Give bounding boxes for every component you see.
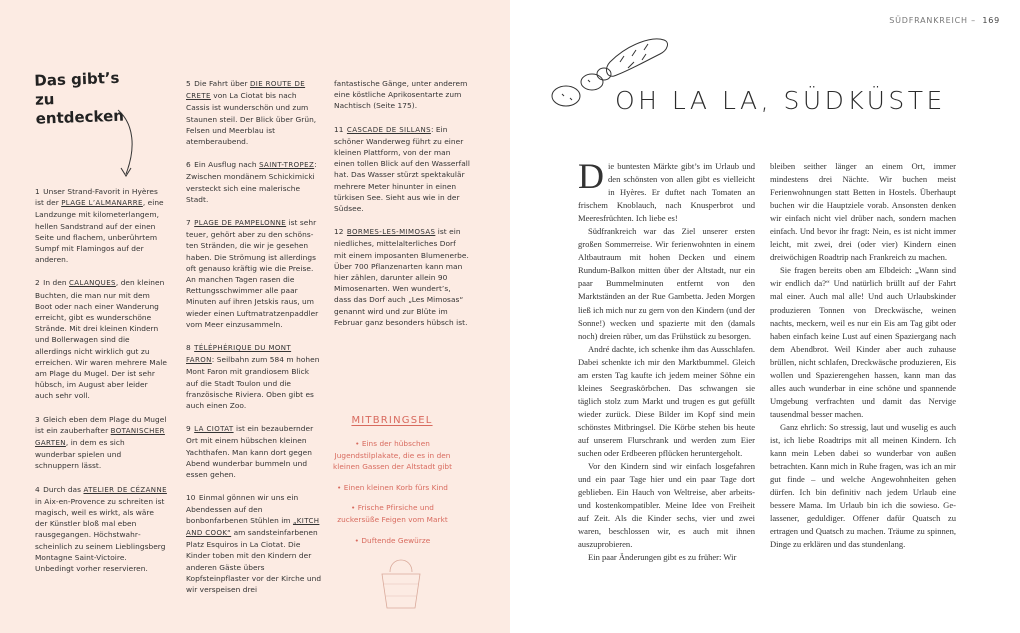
separator: – xyxy=(971,16,976,25)
tip-number: 9 xyxy=(186,424,191,434)
tip-entry xyxy=(186,423,322,480)
story-paragraph xyxy=(578,343,755,460)
tip-keyword: TÉLÉPHÉRIQUE DU MONT FARON xyxy=(186,344,292,365)
discover-heading: Das gibt’s zu entdecken xyxy=(34,68,125,128)
tip-keyword: ATELIER DE CÉZANNE xyxy=(83,485,167,494)
tip-number: 2 xyxy=(35,278,40,288)
tip-entry xyxy=(35,414,167,472)
tip-keyword: SAINT-TROPEZ xyxy=(259,161,315,170)
mitbringsel-item xyxy=(330,482,455,494)
tip-number: 6 xyxy=(186,160,191,170)
tip-text: Unser Strand-Favorit in Hyères ist der xyxy=(35,187,158,208)
basket-illustration xyxy=(376,552,426,612)
tip-entry xyxy=(186,342,322,411)
story-paragraph xyxy=(578,225,755,342)
mitbringsel-item-text: Frische Pfirsiche und zuckersüße Feigen vom Markt xyxy=(337,503,448,524)
story-text: Ganz ehrlich: So stressig, laut und wuselig es auch ist, ich liebe Roadtrips mit all meinen Kindern. Ich kann mein Leben dabei so wunderbar von außen betrachten. Kann mich in Ruhe fragen, was ich an mir gut finde – und welche Angewohnheiten gehen dürfen. Ich bin definitiv nach jedem Urlaub eine bessere Mama. Im Urlaub bin ich die sowieso. Gelassener, geduldiger. Offener dafür Quatsch zu ertragen und Quatsch zu machen. Träume zu spinnen, Dinge zu erklären und das stundenlang. xyxy=(770,421,956,550)
tip-text: Gleich eben dem Plage du Mugel ist ein zauberhafter xyxy=(35,414,167,435)
mitbringsel-item-text: Einen kleinen Korb fürs Kind xyxy=(343,482,448,492)
tip-text: , den kleinen Buchten, die man nur mit dem Boot oder nach einer Wanderung erreicht, gibt es wunderschöne Strände. Mit drei kleinen Kindern und Bollerwagen sind die allerdings nicht wirklich gut zu erreichen. Wir waren mehrere Male am Plage du Mugel. Der ist sehr hübsch, im August aber leider auch sehr voll. xyxy=(35,278,168,401)
arrow-icon xyxy=(112,108,142,184)
tip-text: ist ein niedliches, mittelalterliches Dorf mit einem imposanten Blumenerbe. Über 700 Pflanzenarten kann man hier zählen, darunter allein 90 Mimosenarten. Wen wundert’s, dass das Dorf auch „Les Mimosas“ genannt wird und zur Blüte im Februar ganz besonders hübsch ist. xyxy=(334,227,469,327)
column-1 xyxy=(35,186,167,586)
story-text: André dachte, ich schenke ihm das Ausschlafen. Dabei schenkte ich mir den Marktbummel. Gleich am ersten Tag kaufte ich jedem meiner Söhne ein kleines Seegraskörbchen. Das schwangen sie täglich stolz zum Markt und trugen es gut gefüllt wieder zurück. Diese Bilder im Kopf sind mein schönstes Mitbringsel. Die Körbe stehen bis heute auf unserem Flurschrank und werden zum Eier suchen oder Erdbeeren pflücken heruntergeholt. xyxy=(578,343,755,459)
story-text: ie buntesten Märkte gibt’s im Urlaub und den schönsten von allen gibt es vielleicht in Hyères. Er duftet nach Tomaten an frischem Knoblauch, nach Knusperbrot und Meeresfrüchten. Ich liebe es! xyxy=(578,161,755,224)
bullet-icon: • xyxy=(354,535,362,545)
bullet-icon: • xyxy=(337,482,344,492)
tip-number: 12 xyxy=(334,227,344,237)
mitbringsel-heading: MITBRINGSEL xyxy=(351,415,433,426)
mitbringsel-item xyxy=(330,438,455,473)
tip-text: In den xyxy=(43,278,67,288)
page-number: 169 xyxy=(982,16,1000,25)
story-text: Sie fragen bereits oben am Elbdeich: „Wann sind wir endlich da?“ Und natürlich brüllt auf der Fahrt mal einer. Auch mal alle! Und auch Urlaubskinder produzieren Tonnen von Dreckwäsche, weinen nachts, meckern, weil es nur ein Eis am Tag gibt oder haben einfach keine Lust auf einen Spaziergang nach dem Abendbrot. Weil Kinder aber auch zuhause brüllen, nicht schlafen, Dreckwäsche produzieren, Eis wollen und Spazierengehen hassen, kann man das alles auch wunderbar in eine schöne und spannende Umgebung verfrachten und damit das Nervige tausendmal besser machen. xyxy=(770,265,956,419)
tip-text: in Aix-en-Provence zu schreiten ist magisch, weil es wirkt, als wäre der Künstler bloß mal eben rausgegangen. Höchstwahrscheinlich zu seinem Lieblingsberg Montagne Saint-Victoire. Unbedingt vorher reservieren. xyxy=(35,496,166,574)
tip-entry xyxy=(334,124,470,215)
bullet-icon: • xyxy=(355,439,362,448)
tip-number: 10 xyxy=(186,493,196,503)
bullet-icon: • xyxy=(351,503,358,513)
story-paragraph xyxy=(770,421,956,551)
tip-entry xyxy=(35,277,167,401)
section-name: SÜDFRANKREICH xyxy=(889,16,968,25)
right-page xyxy=(510,0,1020,633)
tip-keyword: CASCADE DE SILLANS xyxy=(346,125,431,134)
tip-number: 3 xyxy=(35,414,40,424)
tip-entry xyxy=(186,159,322,205)
tip-keyword: BORMES-LES-MIMOSAS xyxy=(346,228,436,237)
tip-text: : Zwischen mondänem Schickimicki versteckt sich eine malerische Stadt. xyxy=(186,160,317,204)
tip-entry xyxy=(186,492,322,595)
tip-number: 11 xyxy=(334,124,344,134)
tip-entry xyxy=(334,226,470,328)
story-column-1 xyxy=(578,156,755,564)
tip-text: am sandsteinfarbenen Platz Esquiros in La Ciotat. Die Kinder toben mit den Kindern der anderen Gäste übers Kopfsteinpflaster vor der Kirche und wir verspeisen drei xyxy=(186,527,322,594)
story-text: bleiben seither länger an einem Ort, immer mindestens drei Nächte. Wir buchen meist Ferienwohnungen statt Betten in Hostels. Überhaupt buchen wir die Hauptziele vorab. Ansonsten denken wir einfach nicht viel drüber nach, sondern machen einfach. Und bevor ihr fragt: Nein, es ist nicht immer leicht, mit zwei, drei (oder vier) Kindern einen dreiwöchigen Roadtrip nach Frankreich zu machen. xyxy=(770,161,956,263)
column-3 xyxy=(334,78,470,340)
story-paragraph xyxy=(770,160,956,264)
tip-keyword: DIE ROUTE DE CRETE xyxy=(186,80,306,101)
tip-text: , eine Landzunge mit kilometerlangem, hellen Sandstrand auf der einen Seite und flachem, unberührtem Sumpf mit Flamingos auf der anderen. xyxy=(35,198,164,265)
tip-number: 4 xyxy=(35,484,40,494)
column-3-lead: fantastische Gänge, unter anderem eine köstliche Aprikosentarte zum Nachtisch (Seite 175). xyxy=(334,79,468,111)
tip-text: , in dem es sich wunderbar spielen und schnuppern lässt. xyxy=(35,438,125,471)
running-head xyxy=(889,16,1000,25)
tip-number: 8 xyxy=(186,343,191,353)
tip-number: 1 xyxy=(35,187,40,196)
mitbringsel-item xyxy=(330,535,455,547)
story-column-2 xyxy=(770,160,956,551)
story-text: Vor den Kindern sind wir einfach losgefahren und ein paar Tage hier und ein paar Tage dort geblieben. Ein Hauch von Weltreise, aber arbeits- und kostenkompatibler. Meine Idee von Freiheit auf Zeit. Als die Kinder sechs, vier und zwei waren, beschlossen wir, es auch mit ihnen auszuprobieren. xyxy=(578,461,755,550)
tip-entry xyxy=(186,217,322,330)
mitbringsel-item xyxy=(330,502,455,525)
story-paragraph xyxy=(578,551,755,564)
mitbringsel-item-text: Eins der hübschen Jugendstilplakate, die es in den kleinen Gassen der Altstadt gibt xyxy=(332,439,452,472)
column-2 xyxy=(186,78,322,607)
tip-text: ist sehr teuer, gehört aber zu den schönsten Stränden, die wir je gesehen haben. Die Strömung ist allerdings oft genauso kräftig wie die Preise. An manchen Tagen rasen die Rettungsschwimmer alle paar Minuten auf ihren Jetskis raus, um wieder einen Luftmatratzenpaddler vom Meer einzusammeln. xyxy=(186,218,319,329)
tip-text: Ein Ausflug nach xyxy=(194,160,257,170)
mitbringsel-list xyxy=(330,438,455,555)
tip-keyword: „KITCH AND COOK“ xyxy=(186,516,320,537)
tip-entry xyxy=(186,78,322,147)
drop-cap: D xyxy=(578,156,604,196)
story-paragraph xyxy=(770,264,956,421)
tip-number: 7 xyxy=(186,218,191,228)
story-text: Ein paar Änderungen gibt es zu früher: Wir xyxy=(588,552,737,563)
tip-entry xyxy=(35,484,167,575)
mitbringsel-item-text: Duftende Gewürze xyxy=(361,535,431,545)
story-paragraph xyxy=(578,460,755,551)
tip-text: Durch das xyxy=(43,484,82,494)
page-title: OH LA LA, SÜDKÜSTE xyxy=(615,86,946,115)
tip-text: Die Fahrt über xyxy=(194,79,248,88)
tip-entry xyxy=(35,186,167,265)
tip-text: Einmal gönnen wir uns ein Abendessen auf den bonbonfarbenen Stühlen im xyxy=(186,493,299,525)
story-paragraph xyxy=(578,156,755,225)
tip-keyword: LA CIOTAT xyxy=(194,425,234,434)
tip-number: 5 xyxy=(186,79,191,88)
tip-text: : Seilbahn zum 584 m hohen Mont Faron mit grandiosem Blick auf die Stadt Toulon und die französische Riviera. Oben gibt es auch einen Zoo. xyxy=(186,355,320,411)
tip-keyword: PLAGE L’ALMANARRE xyxy=(61,199,143,208)
tip-keyword: BOTANISCHER GARTEN xyxy=(35,426,165,448)
tip-keyword: PLAGE DE PAMPELONNE xyxy=(194,219,287,228)
tip-text: von La Ciotat bis nach Cassis ist wunderschön und zum Staunen steil. Der Blick über Grün, Felsen und Meerblau ist atemberaubend. xyxy=(186,91,317,147)
tip-text: : Ein schöner Wanderweg führt zu einer kleinen Plattform, von der man einen tollen Blick auf den Wasserfall hat. Das Wasser stürzt spektakulär mehrere Meter hinunter in einen türkisen See. Sieht aus wie in der Südsee. xyxy=(334,124,471,214)
story-text: Südfrankreich war das Ziel unserer ersten großen Sommerreise. Wir ferienwohnten in einem Altbautraum mit hohen Decken und einem Rundum-Balkon mitten über der Altstadt, nur ein paar Bummelminuten entfernt von den Marktständen an der Rue Gambetta. Jeden Morgen ließ ich mich nur zu gern von den Kindern (und der Sonne!) wecken und spazierte mit den (damals noch) dreien rüber, um das Frühstück zu besorgen. xyxy=(578,226,755,341)
tip-text: ist ein bezaubernder Ort mit einem hübschen kleinen Yachthafen. Man kann dort gegen Abend wunderbar bummeln und essen gehen. xyxy=(186,424,314,480)
tip-keyword: CALANQUES xyxy=(69,279,116,288)
